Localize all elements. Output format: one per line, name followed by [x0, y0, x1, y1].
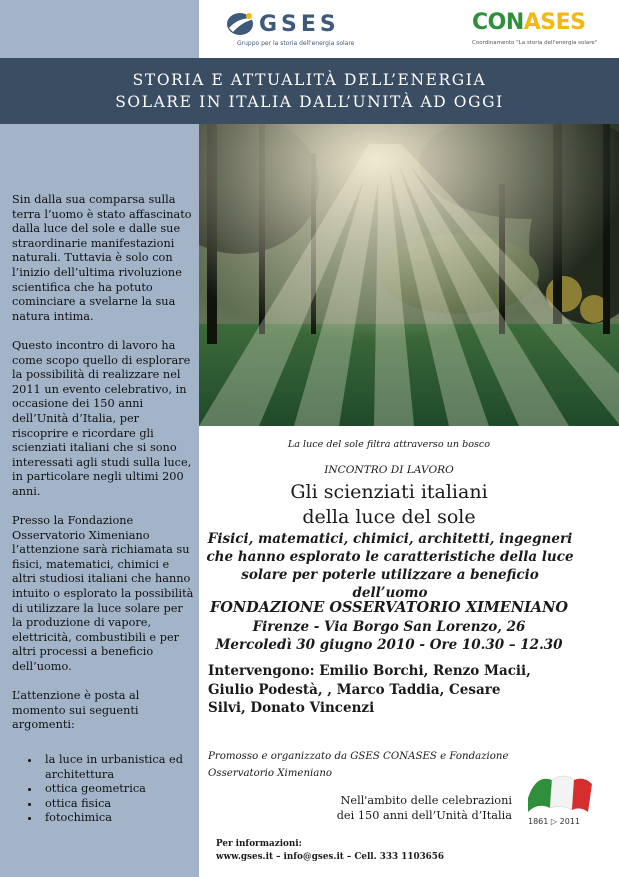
- sun-swoosh-icon: [225, 10, 257, 38]
- title-banner: [0, 58, 619, 124]
- intro-paragraph: Sin dalla sua comparsa sulla terra l’uomo è stato affascinato dalla luce del sole e dalle sue straordinarie manifestazioni naturali. Tuttavia è solo con l’inizio dell’ultima rivoluzione scientifica che ha potuto cominciare a svelarne la sua natura intima.: [12, 193, 192, 323]
- contact-label: Per informazioni:: [216, 839, 302, 849]
- event-title-line-2: della luce del sole: [302, 506, 476, 528]
- list-item: • ottica geometrica: [41, 782, 194, 797]
- list-item: • fotochimica: [41, 811, 194, 826]
- list-item: • la luce in urbanistica ed architettura: [41, 753, 194, 782]
- intro-paragraph: Questo incontro di lavoro ha come scopo quello di esplorare la possibilità di realizzare nel 2011 un evento celebrativo, in occasione dei 150 anni dell’Unità d’Italia, per riscoprire e ricordare gli scienziati italiani che si sono interessati agli studi sulla luce, in particolare negli ultimi 200 anni.: [12, 338, 192, 498]
- conases-logo: [472, 10, 598, 50]
- topics-list: [12, 753, 194, 826]
- logo-years-text: 1861 ▷ 2011: [528, 817, 580, 826]
- event-kicker: INCONTRO DI LAVORO: [324, 464, 454, 476]
- speakers-list: Intervengono: Emilio Borchi, Renzo Macii, Giulio Podestà, , Marco Taddia, Cesare Silvi, Donato Vincenzi: [208, 663, 531, 716]
- conases-wordmark-part1: CON: [472, 10, 524, 35]
- venue-block: [199, 598, 579, 654]
- italia-150-logo: [522, 768, 596, 828]
- intro-paragraph: L’attenzione è posta al momento sui seguenti argomenti:: [12, 689, 140, 732]
- conases-tagline: Coordinamento "La storia dell'energia solare": [472, 40, 598, 46]
- event-title-line-1: Gli scienziati italiani: [290, 481, 488, 503]
- intro-paragraph: Presso la Fondazione Osservatorio Ximeniano l’attenzione sarà richiamata su fisici, matematici, chimici e altri studiosi italiani che hanno intuito o esplorato la possibilità di utilizzare la luce solare per la produzione di vapore, elettricità, combustibili e per altri processi a beneficio dell’uomo.: [12, 514, 194, 673]
- gses-wordmark: GSES: [259, 12, 340, 37]
- event-title: [199, 480, 579, 530]
- intro-text: [12, 193, 194, 826]
- banner-line-2: SOLARE IN ITALIA DALL’UNITÀ AD OGGI: [115, 93, 504, 111]
- celebration-line-2: dei 150 anni dell’Unità d’Italia: [336, 809, 512, 822]
- contact-details: www.gses.it – info@gses.it – Cell. 333 1103656: [216, 852, 445, 862]
- venue-name: FONDAZIONE OSSERVATORIO XIMENIANO: [209, 599, 569, 616]
- banner-line-1: STORIA E ATTUALITÀ DELL’ENERGIA: [132, 71, 487, 89]
- conases-wordmark-part2: ASES: [523, 10, 586, 35]
- conases-wordmark: [472, 10, 586, 36]
- celebration-note: [322, 793, 512, 823]
- list-item: • ottica fisica: [41, 797, 194, 812]
- photo-caption: La luce del sole filtra attraverso un bosco: [287, 439, 491, 450]
- event-datetime: Mercoledì 30 giugno 2010 - Ore 10.30 – 12.30: [215, 637, 563, 653]
- gses-logo: [225, 10, 355, 50]
- forest-sunlight-photo: [199, 124, 619, 426]
- venue-address: Firenze - Via Borgo San Lorenzo, 26: [252, 619, 526, 635]
- contact-info: [216, 838, 546, 864]
- gses-tagline: Gruppo per la storia dell'energia solare: [237, 40, 355, 47]
- header: [0, 0, 619, 58]
- celebration-line-1: Nell'ambito delle celebrazioni: [340, 794, 512, 807]
- organizers-note: Promosso e organizzato da GSES CONASES e Fondazione Osservatorio Ximeniano: [208, 751, 509, 779]
- event-subtitle: Fisici, matematici, chimici, architetti, ingegneri che hanno esplorato le caratteristiche della luce solare per poterle utilizzare a beneficio dell’uomo: [206, 531, 574, 601]
